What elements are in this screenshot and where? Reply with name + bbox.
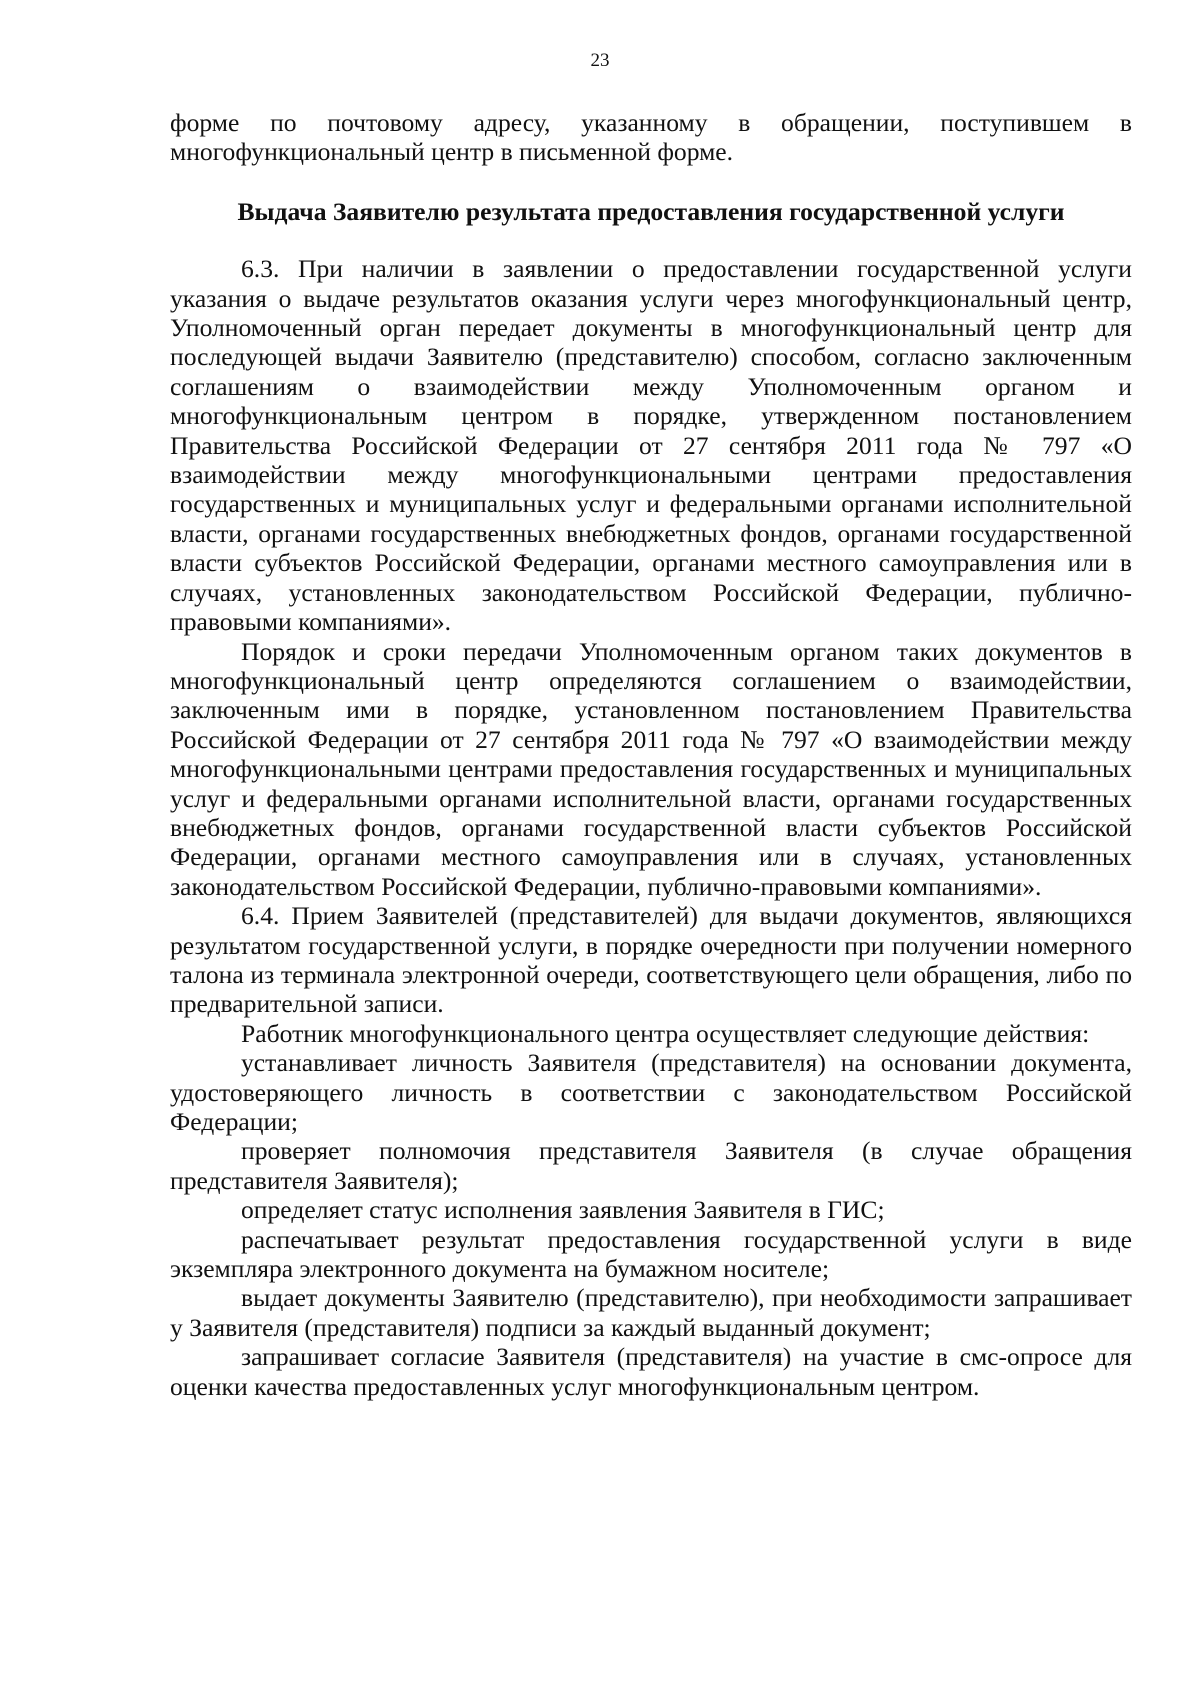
document-body <box>170 108 1132 1401</box>
list-item-check-authority: проверяет полномочия представителя Заявителя (в случае обращения представителя Заявителя); <box>170 1136 1132 1195</box>
paragraph-transfer-procedure: Порядок и сроки передачи Уполномоченным органом таких документов в многофункциональный центр определяются соглашением о взаимодействии, заключенным ими в порядке, установленном постановлением Правительства Российской Федерации от 27 сентября 2011 года № 797 «О взаимодействии между многофункциональными центрами предоставления государственных и муниципальных услуг и федеральными органами исполнительной власти, органами государственных внебюджетных фондов, органами государственной власти субъектов Российской Федерации, органами местного самоуправления или в случаях, установленных законодательством Российской Федерации, публично-правовыми компаниями». <box>170 636 1132 901</box>
paragraph-6-3: 6.3. При наличии в заявлении о предоставлении государственной услуги указания о выдаче результатов оказания услуги через многофункциональный центр, Уполномоченный орган передает документы в многофункциональный центр для последующей выдачи Заявителю (представителю) способом, согласно заключенным соглашениям о взаимодействии между Уполномоченным органом и многофункциональным центром в порядке, утвержденном постановлением Правительства Российской Федерации от 27 сентября 2011 года № 797 «О взаимодействии между многофункциональными центрами предоставления государственных и муниципальных услуг и федеральными органами исполнительной власти, органами государственных внебюджетных фондов, органами государственной власти субъектов Российской Федерации, органами местного самоуправления или в случаях, установленных законодательством Российской Федерации, публично-правовыми компаниями». <box>170 254 1132 637</box>
page-number: 23 <box>590 50 610 71</box>
paragraph-worker-actions: Работник многофункционального центра осуществляет следующие действия: <box>241 1018 1090 1048</box>
list-item-issue-documents: выдает документы Заявителю (представителю), при необходимости запрашивает у Заявителя (представителя) подписи за каждый выданный документ; <box>170 1283 1132 1342</box>
intro-paragraph: форме по почтовому адресу, указанному в обращении, поступившем в многофункциональный центр в письменной форме. <box>170 108 1132 167</box>
list-item-determine-status: определяет статус исполнения заявления Заявителя в ГИС; <box>241 1195 885 1225</box>
section-heading: Выдача Заявителю результата предоставления государственной услуги <box>237 196 1065 226</box>
list-item-print-result: распечатывает результат предоставления государственной услуги в виде экземпляра электронного документа на бумажном носителе; <box>170 1224 1132 1284</box>
list-item-request-consent: запрашивает согласие Заявителя (представителя) на участие в смс-опросе для оценки качества предоставленных услуг многофункциональным центром. <box>170 1342 1132 1401</box>
list-item-identify: устанавливает личность Заявителя (представителя) на основании документа, удостоверяющего личность в соответствии с законодательством Российской Федерации; <box>170 1048 1132 1136</box>
paragraph-6-4: 6.4. Прием Заявителей (представителей) для выдачи документов, являющихся результатом государственной услуги, в порядке очередности при получении номерного талона из терминала электронной очереди, соответствующего цели обращения, либо по предварительной записи. <box>170 901 1132 1019</box>
